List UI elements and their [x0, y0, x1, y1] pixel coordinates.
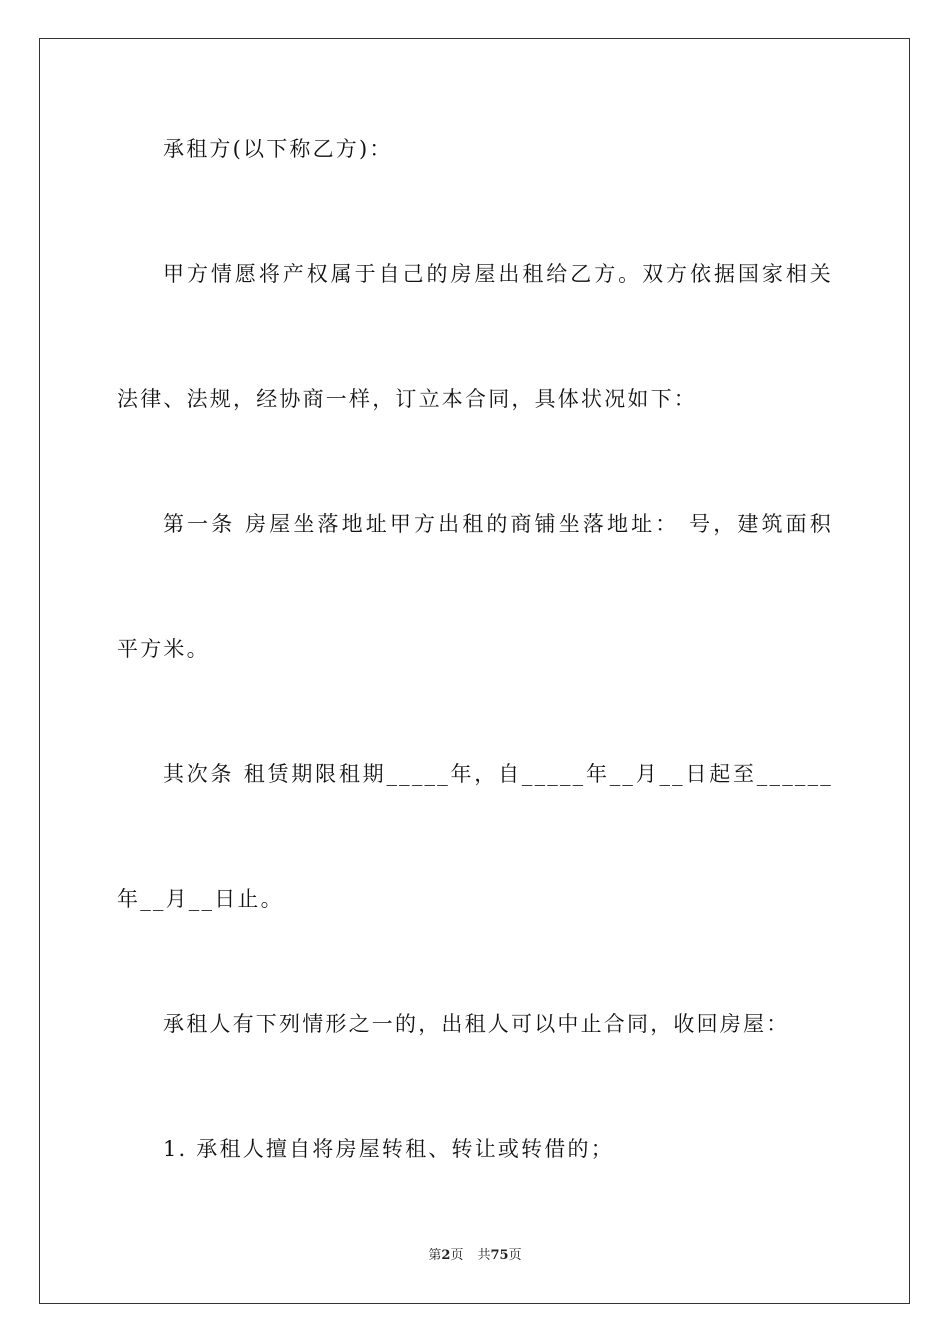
article-1-line-2: 平方米。	[117, 637, 210, 661]
article-2-line-2: 年__月__日止。	[117, 887, 284, 911]
article-2-line-1: 其次条 租赁期限租期_____年，自_____年__月__日起至______	[163, 762, 833, 786]
paragraph-intro-line-1: 甲方情愿将产权属于自己的房屋出租给乙方。双方依据国家相关	[163, 262, 833, 286]
footer-page-suffix: 页	[450, 1248, 464, 1263]
article-1-line-1: 第一条 房屋坐落地址甲方出租的商铺坐落地址： 号，建筑面积	[163, 512, 833, 536]
termination-intro-line: 承租人有下列情形之一的，出租人可以中止合同，收回房屋：	[163, 1012, 790, 1036]
footer-page-prefix: 第	[428, 1248, 442, 1263]
lessee-line: 承租方(以下称乙方)：	[163, 137, 393, 161]
termination-item-1: 1. 承租人擅自将房屋转租、转让或转借的；	[163, 1137, 614, 1161]
footer-total-pages: 75	[490, 1248, 509, 1263]
footer-total-suffix: 页	[508, 1248, 522, 1263]
page-border	[39, 38, 910, 1304]
paragraph-intro-line-2: 法律、法规，经协商一样，订立本合同，具体状况如下：	[117, 387, 697, 411]
page-footer	[0, 1246, 950, 1266]
footer-page-number: 2	[441, 1248, 451, 1263]
footer-total-prefix: 共	[477, 1248, 491, 1263]
